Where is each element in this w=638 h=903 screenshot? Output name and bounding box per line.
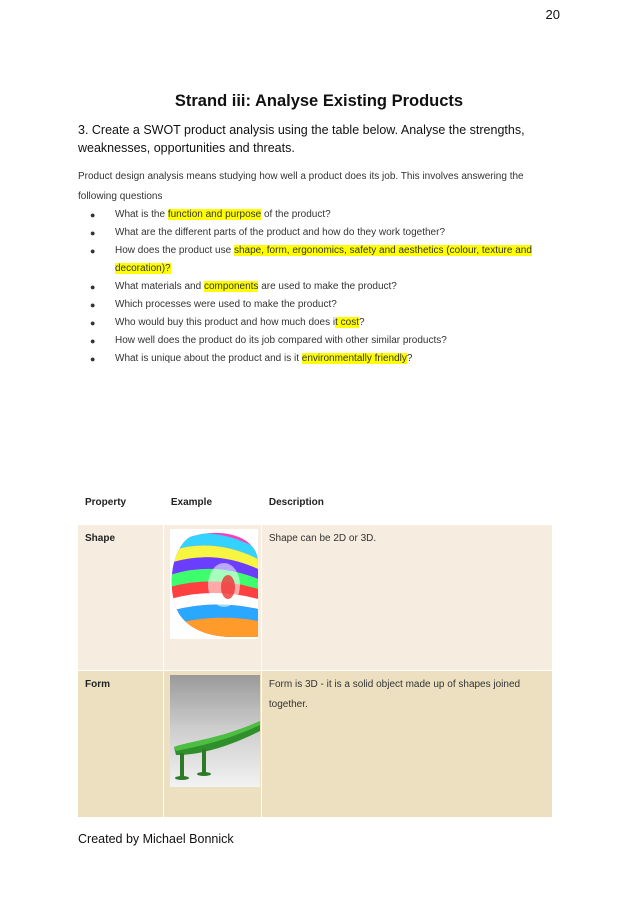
bullet-icon: ● (90, 282, 96, 292)
intro-paragraph: Product design analysis means studying how well a product does its job. This involves answering the following questions (78, 171, 524, 202)
list-item: ● What is unique about the product and is it environmentally friendly? (78, 350, 558, 368)
property-description: Form is 3D - it is a solid object made up of shapes joined together. (261, 671, 552, 818)
page-number: 20 (545, 7, 560, 22)
list-item: ● How does the product use shape, form, ergonomics, safety and aesthetics (colour, texture and decoration)? (78, 242, 558, 278)
list-item: ● Who would buy this product and how much does it cost? (78, 314, 558, 332)
list-item: ● What materials and components are used to make the product? (78, 278, 558, 296)
property-description: Shape can be 2D or 3D. (261, 525, 552, 671)
property-name: Form (78, 671, 164, 818)
intro-text: 3. Create a SWOT product analysis using the table below. Analyse the strengths, weaknesses, opportunities and threats. (78, 123, 525, 155)
bullet-icon: ● (90, 336, 96, 346)
highlighted-text: shape, form, ergonomics, safety and aesthetics (colour, texture and decoration)? (115, 245, 532, 274)
bullet-icon: ● (90, 246, 96, 256)
property-table (77, 484, 553, 818)
table-row (78, 671, 553, 818)
highlighted-text: function and purpose (167, 209, 262, 220)
footer-credit: Created by Michael Bonnick (78, 832, 234, 846)
highlighted-text: components (203, 281, 259, 292)
table-row (78, 525, 553, 671)
example-image-cell (163, 525, 261, 671)
list-item: ● What are the different parts of the product and how do they work together? (78, 224, 558, 242)
bullet-icon: ● (90, 300, 96, 310)
bullet-icon: ● (90, 354, 96, 364)
question-list (78, 206, 558, 368)
table-header-row (78, 485, 553, 525)
bullet-icon: ● (90, 318, 96, 328)
list-item: ● What is the function and purpose of the product? (78, 206, 558, 224)
example-image-cell (163, 671, 261, 818)
page-title: Strand iii: Analyse Existing Products (174, 92, 464, 110)
shape-example-image (170, 529, 258, 639)
header-description: Description (261, 485, 552, 525)
property-name: Shape (78, 525, 164, 671)
bullet-icon: ● (90, 228, 96, 238)
highlighted-text: t cost (335, 317, 360, 328)
header-example: Example (163, 485, 261, 525)
form-example-image (170, 675, 260, 787)
list-item: ● How well does the product do its job compared with other similar products? (78, 332, 558, 350)
highlighted-text: environmentally friendly (301, 353, 407, 364)
list-item: ● Which processes were used to make the product? (78, 296, 558, 314)
header-property: Property (78, 485, 164, 525)
bullet-icon: ● (90, 210, 96, 220)
